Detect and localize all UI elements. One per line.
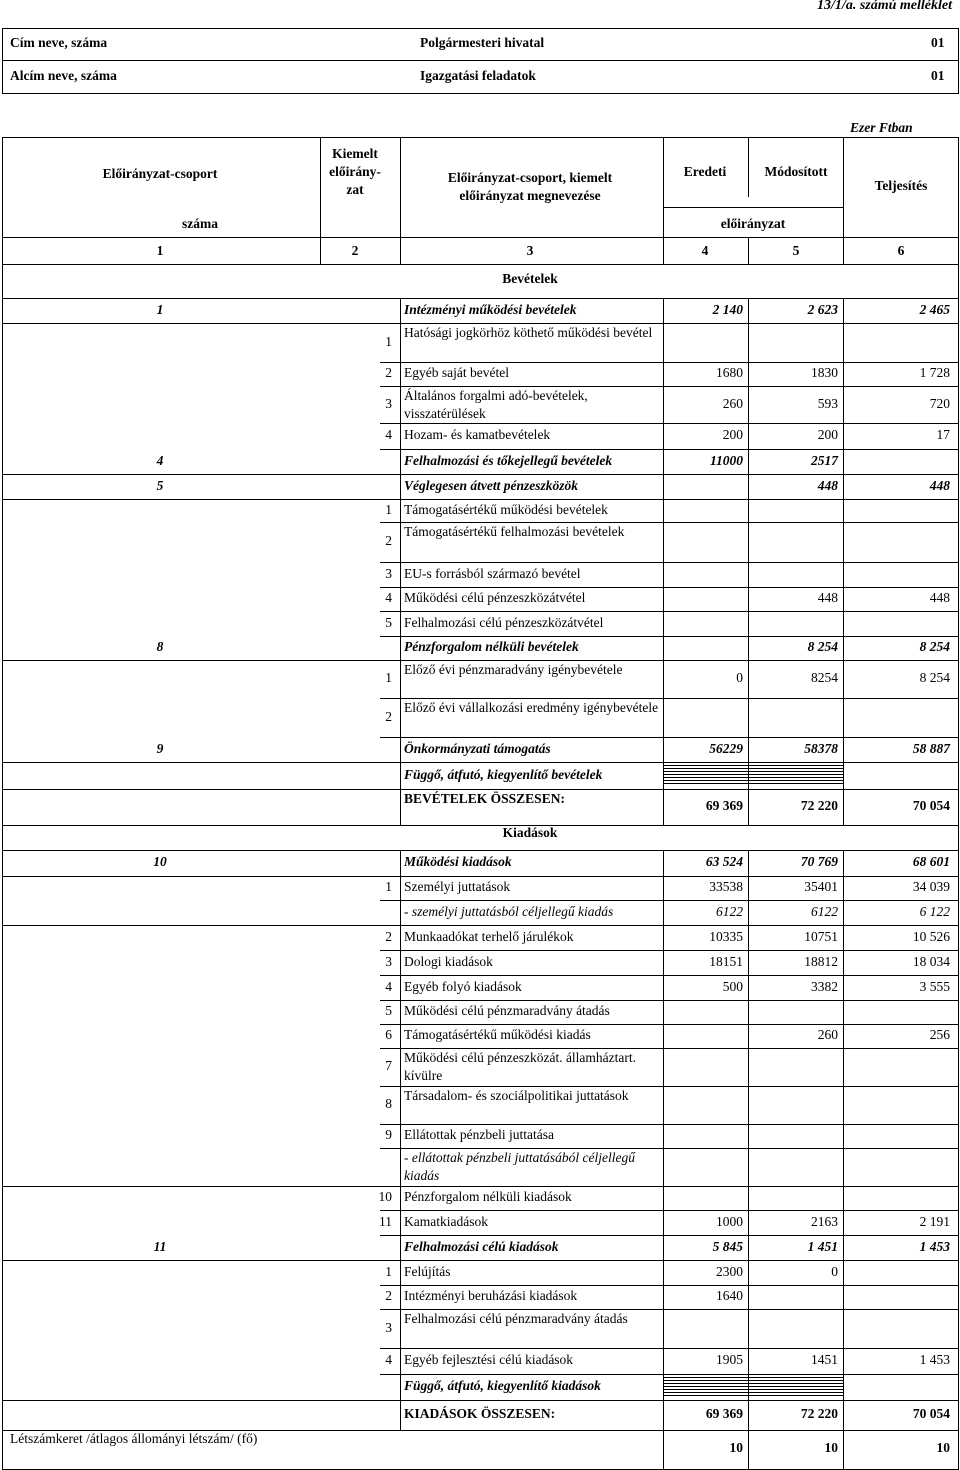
- row-group-number: 1: [156, 302, 164, 317]
- row-description: Társadalom- és szociálpolitikai juttatások: [404, 1088, 629, 1103]
- row-item-number: 8: [385, 1096, 392, 1111]
- row-eredeti: 63 524: [705, 854, 743, 869]
- row-teljesites: 68 601: [912, 854, 950, 869]
- row-eredeti: 1640: [716, 1288, 743, 1303]
- row-modositott: 2 623: [807, 302, 838, 317]
- row-description: Általános forgalmi adó-bevételek, visszatérülések: [404, 388, 588, 421]
- row-description: Intézményi beruházási kiadások: [404, 1288, 578, 1303]
- row-modositott: 70 769: [800, 854, 838, 869]
- col-number-3: 3: [526, 243, 534, 258]
- row-description: Függő, átfutó, kiegyenlítő kiadások: [404, 1378, 601, 1393]
- row-item-number: 3: [385, 566, 392, 581]
- row-teljesites: 6 122: [919, 904, 950, 919]
- row-item-number: 5: [385, 615, 392, 630]
- row-item-number: 2: [385, 365, 392, 380]
- annex-label: 13/1/a. számú melléklet: [817, 0, 952, 13]
- row-description: EU-s forrásból származó bevétel: [404, 566, 581, 581]
- row-teljesites: 8 254: [919, 670, 950, 685]
- header-desc-1: Előirányzat-csoport, kiemelt: [447, 170, 613, 185]
- row-item-number: 5: [385, 1003, 392, 1018]
- header-kiemelt-3: zat: [346, 182, 364, 197]
- row-description: Véglegesen átvett pénzeszközök: [404, 478, 578, 493]
- row-description: Hozam- és kamatbevételek: [404, 427, 551, 442]
- row-modositott: 10751: [804, 929, 838, 944]
- row-eredeti: 18151: [709, 954, 743, 969]
- row-description: Hatósági jogkörhöz köthető működési bevétel: [404, 325, 653, 340]
- row-description: Munkaadókat terhelő járulékok: [404, 929, 574, 944]
- row-item-number: 4: [385, 979, 392, 994]
- row-description: Támogatásértékű működési bevételek: [404, 502, 608, 517]
- row-item-number: 4: [385, 1352, 392, 1367]
- title-label: Cím neve, száma: [10, 35, 108, 50]
- row-modositott: 1830: [811, 365, 838, 380]
- header-szama: száma: [182, 216, 218, 231]
- row-modositott: 8 254: [807, 639, 838, 654]
- row-description: Felhalmozási célú kiadások: [404, 1239, 559, 1254]
- row-description: Működési célú pénzeszközátvétel: [404, 590, 586, 605]
- row-item-number: 1: [385, 334, 392, 349]
- row-description: Előző évi pénzmaradvány igénybevétele: [404, 662, 623, 677]
- row-item-number: 1: [385, 1264, 392, 1279]
- col-number-1: 1: [156, 243, 164, 258]
- row-description: Pénzforgalom nélküli kiadások: [404, 1189, 572, 1204]
- col-number-5: 5: [792, 243, 800, 258]
- row-description: Dologi kiadások: [404, 954, 493, 969]
- row-teljesites: 2 191: [919, 1214, 950, 1229]
- row-eredeti: 260: [722, 396, 743, 411]
- row-description: Felhalmozási célú pénzmaradvány átadás: [404, 1311, 628, 1326]
- header-kiemelt-2: előirány-: [329, 164, 381, 179]
- row-group-number: 8: [156, 639, 164, 654]
- row-teljesites: 10 526: [912, 929, 950, 944]
- row-item-number: 1: [385, 879, 392, 894]
- row-description: - személyi juttatásból céljellegű kiadás: [404, 904, 614, 919]
- row-teljesites: 3 555: [919, 979, 950, 994]
- row-eredeti: 1905: [716, 1352, 743, 1367]
- row-description: Támogatásértékű működési kiadás: [404, 1027, 591, 1042]
- row-modositott: 0: [831, 1264, 838, 1279]
- title-value: Polgármesteri hivatal: [420, 35, 545, 50]
- subtitle-value: Igazgatási feladatok: [420, 68, 536, 83]
- row-modositott: 8254: [811, 670, 838, 685]
- row-teljesites: 70 054: [912, 798, 950, 813]
- row-description: Támogatásértékű felhalmozási bevételek: [404, 524, 625, 539]
- subtitle-number: 01: [931, 68, 945, 83]
- row-modositott: 2517: [811, 453, 838, 468]
- row-item-number: 3: [385, 1320, 392, 1335]
- row-item-number: 1: [385, 502, 392, 517]
- section-bevetelek: Bevételek: [502, 271, 558, 286]
- hatch-pattern: [663, 762, 843, 786]
- row-eredeti: 1680: [716, 365, 743, 380]
- row-modositott: 200: [817, 427, 838, 442]
- row-group-number: 11: [153, 1239, 167, 1254]
- row-eredeti: 56229: [709, 741, 743, 756]
- header-kiemelt-1: Kiemelt: [332, 146, 378, 161]
- row-description: KIADÁSOK ÖSSZESEN:: [404, 1406, 556, 1421]
- row-teljesites: 720: [929, 396, 950, 411]
- row-item-number: 6: [385, 1027, 392, 1042]
- title-number: 01: [931, 35, 945, 50]
- subtitle-label: Alcím neve, száma: [10, 68, 117, 83]
- row-item-number: 10: [378, 1189, 392, 1204]
- row-item-number: 3: [385, 954, 392, 969]
- row-description: Felhalmozási és tőkejellegű bevételek: [404, 453, 613, 468]
- row-teljesites: 18 034: [912, 954, 950, 969]
- row-eredeti: 1000: [716, 1214, 743, 1229]
- header-modositott: Módosított: [764, 164, 828, 179]
- row-teljesites: 8 254: [919, 639, 950, 654]
- row-eredeti: 33538: [709, 879, 743, 894]
- col-number-4: 4: [701, 243, 709, 258]
- row-eredeti: 69 369: [705, 798, 743, 813]
- section-kiadasok: Kiadások: [502, 825, 558, 840]
- row-eredeti: 500: [722, 979, 743, 994]
- row-description: - ellátottak pénzbeli juttatásából céljellegű kiadás: [404, 1150, 635, 1183]
- row-modositott: 260: [817, 1027, 838, 1042]
- row-modositott: 6122: [811, 904, 838, 919]
- row-teljesites: 70 054: [912, 1406, 950, 1421]
- row-description: Pénzforgalom nélküli bevételek: [404, 639, 579, 654]
- row-description: Működési célú pénzeszközát. államháztart. kívülre: [404, 1050, 637, 1083]
- row-description: Ellátottak pénzbeli juttatása: [404, 1127, 554, 1142]
- row-description: BEVÉTELEK ÖSSZESEN:: [404, 791, 565, 806]
- row-teljesites: 448: [929, 590, 950, 605]
- letszam-eredeti: 10: [729, 1440, 743, 1455]
- row-modositott: 58378: [804, 741, 838, 756]
- row-item-number: 4: [385, 590, 392, 605]
- row-item-number: 2: [385, 1288, 392, 1303]
- row-eredeti: 0: [736, 670, 743, 685]
- row-modositott: 1451: [811, 1352, 838, 1367]
- col-number-2: 2: [351, 243, 359, 258]
- row-eredeti: 5 845: [712, 1239, 743, 1254]
- row-modositott: 72 220: [800, 1406, 838, 1421]
- row-description: Egyéb saját bevétel: [404, 365, 509, 380]
- row-description: Önkormányzati támogatás: [404, 741, 551, 756]
- row-description: Egyéb folyó kiadások: [404, 979, 522, 994]
- row-eredeti: 2300: [716, 1264, 743, 1279]
- row-teljesites: 1 453: [919, 1352, 950, 1367]
- row-item-number: 9: [385, 1127, 392, 1142]
- letszam-modositott: 10: [824, 1440, 838, 1455]
- row-teljesites: 2 465: [919, 302, 950, 317]
- hatch-pattern: [663, 1374, 843, 1398]
- header-eloiranyzat: előirányzat: [720, 216, 786, 231]
- header-desc-2: előirányzat megnevezése: [459, 188, 601, 203]
- row-teljesites: 58 887: [912, 741, 950, 756]
- header-eredeti: Eredeti: [683, 164, 727, 179]
- row-modositott: 18812: [804, 954, 838, 969]
- header-teljesites: Teljesítés: [874, 178, 928, 193]
- row-modositott: 448: [817, 478, 838, 493]
- header-group: Előirányzat-csoport: [102, 166, 218, 181]
- row-group-number: 4: [156, 453, 164, 468]
- row-modositott: 448: [817, 590, 838, 605]
- row-description: Előző évi vállalkozási eredmény igénybevétele: [404, 700, 659, 715]
- row-modositott: 3382: [811, 979, 838, 994]
- row-teljesites: 448: [929, 478, 950, 493]
- row-eredeti: 10335: [709, 929, 743, 944]
- row-modositott: 2163: [811, 1214, 838, 1229]
- row-description: Egyéb fejlesztési célú kiadások: [404, 1352, 574, 1367]
- row-modositott: 1 451: [807, 1239, 838, 1254]
- row-modositott: 593: [817, 396, 838, 411]
- row-eredeti: 69 369: [705, 1406, 743, 1421]
- row-teljesites: 1 453: [919, 1239, 950, 1254]
- row-group-number: 9: [156, 741, 164, 756]
- row-teljesites: 34 039: [912, 879, 950, 894]
- row-item-number: 11: [379, 1214, 392, 1229]
- letszam-teljesites: 10: [936, 1440, 950, 1455]
- row-modositott: 72 220: [800, 798, 838, 813]
- row-item-number: 2: [385, 709, 392, 724]
- row-group-number: 10: [153, 854, 167, 869]
- row-teljesites: 17: [936, 427, 950, 442]
- unit-label: Ezer Ftban: [850, 120, 913, 135]
- row-description: Intézményi működési bevételek: [404, 302, 577, 317]
- row-eredeti: 200: [722, 427, 743, 442]
- row-description: Működési kiadások: [404, 854, 512, 869]
- row-item-number: 4: [385, 427, 392, 442]
- row-item-number: 7: [385, 1058, 392, 1073]
- row-description: Kamatkiadások: [404, 1214, 488, 1229]
- row-item-number: 1: [385, 670, 392, 685]
- row-description: Felújítás: [404, 1264, 451, 1279]
- row-description: Függő, átfutó, kiegyenlítő bevételek: [404, 767, 603, 782]
- col-number-6: 6: [897, 243, 905, 258]
- row-group-number: 5: [156, 478, 164, 493]
- row-item-number: 2: [385, 533, 392, 548]
- row-item-number: 3: [385, 396, 392, 411]
- row-teljesites: 1 728: [919, 365, 950, 380]
- row-item-number: 2: [385, 929, 392, 944]
- row-description: Felhalmozási célú pénzeszközátvétel: [404, 615, 604, 630]
- row-eredeti: 11000: [709, 453, 743, 468]
- row-description: Személyi juttatások: [404, 879, 511, 894]
- letszam-label: Létszámkeret /átlagos állományi létszám/ (fő): [10, 1431, 258, 1446]
- row-teljesites: 256: [929, 1027, 950, 1042]
- row-eredeti: 2 140: [712, 302, 743, 317]
- row-modositott: 35401: [804, 879, 838, 894]
- row-description: Működési célú pénzmaradvány átadás: [404, 1003, 610, 1018]
- row-eredeti: 6122: [716, 904, 743, 919]
